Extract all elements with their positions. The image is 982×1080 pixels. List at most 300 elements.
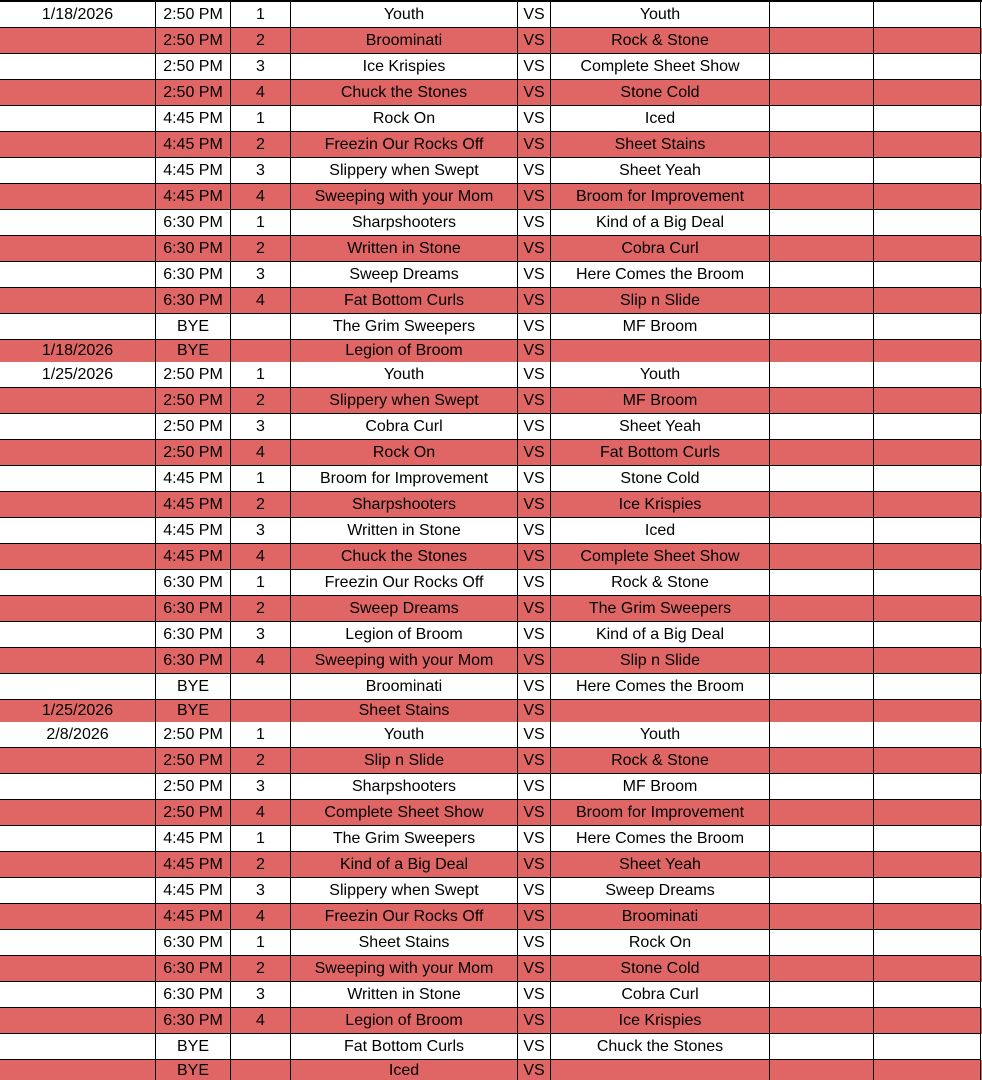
empty-cell[interactable]	[874, 80, 981, 106]
vs-cell[interactable]: VS	[518, 826, 551, 852]
date-cell[interactable]	[0, 982, 156, 1008]
empty-cell[interactable]	[874, 414, 981, 440]
team2-cell[interactable]: Fat Bottom Curls	[551, 440, 770, 466]
team1-cell[interactable]: Rock On	[291, 440, 518, 466]
sheet-number-cell[interactable]: 4	[231, 544, 291, 570]
empty-cell[interactable]	[770, 1060, 874, 1080]
empty-cell[interactable]	[874, 648, 981, 674]
sheet-number-cell[interactable]	[231, 314, 291, 340]
empty-cell[interactable]	[874, 132, 981, 158]
vs-cell[interactable]: VS	[518, 106, 551, 132]
team2-cell[interactable]	[551, 340, 770, 363]
empty-cell[interactable]	[874, 826, 981, 852]
empty-cell[interactable]	[770, 314, 874, 340]
empty-cell[interactable]	[770, 236, 874, 262]
empty-cell[interactable]	[874, 288, 981, 314]
time-cell[interactable]: 2:50 PM	[156, 800, 231, 826]
team1-cell[interactable]: Legion of Broom	[291, 340, 518, 363]
sheet-number-cell[interactable]: 1	[231, 2, 291, 28]
empty-cell[interactable]	[770, 748, 874, 774]
sheet-number-cell[interactable]: 1	[231, 570, 291, 596]
team2-cell[interactable]: Rock On	[551, 930, 770, 956]
empty-cell[interactable]	[874, 748, 981, 774]
time-cell[interactable]: 6:30 PM	[156, 622, 231, 648]
vs-cell[interactable]: VS	[518, 492, 551, 518]
vs-cell[interactable]: VS	[518, 982, 551, 1008]
time-cell[interactable]: 6:30 PM	[156, 930, 231, 956]
empty-cell[interactable]	[770, 544, 874, 570]
empty-cell[interactable]	[874, 210, 981, 236]
vs-cell[interactable]: VS	[518, 518, 551, 544]
sheet-number-cell[interactable]	[231, 340, 291, 363]
vs-cell[interactable]: VS	[518, 852, 551, 878]
team1-cell[interactable]: Youth	[291, 362, 518, 388]
team1-cell[interactable]: Fat Bottom Curls	[291, 288, 518, 314]
date-cell[interactable]	[0, 648, 156, 674]
team1-cell[interactable]: Broominati	[291, 674, 518, 700]
team1-cell[interactable]: Legion of Broom	[291, 622, 518, 648]
team1-cell[interactable]: Slippery when Swept	[291, 158, 518, 184]
empty-cell[interactable]	[770, 106, 874, 132]
time-cell[interactable]: 4:45 PM	[156, 518, 231, 544]
team1-cell[interactable]: Sweeping with your Mom	[291, 184, 518, 210]
empty-cell[interactable]	[874, 492, 981, 518]
team2-cell[interactable]	[551, 1060, 770, 1080]
team1-cell[interactable]: Complete Sheet Show	[291, 800, 518, 826]
vs-cell[interactable]: VS	[518, 878, 551, 904]
team2-cell[interactable]: Slip n Slide	[551, 648, 770, 674]
team1-cell[interactable]: Sweep Dreams	[291, 596, 518, 622]
team2-cell[interactable]: MF Broom	[551, 314, 770, 340]
empty-cell[interactable]	[874, 544, 981, 570]
empty-cell[interactable]	[770, 440, 874, 466]
date-cell[interactable]	[0, 674, 156, 700]
time-cell[interactable]: 6:30 PM	[156, 262, 231, 288]
empty-cell[interactable]	[770, 878, 874, 904]
date-cell[interactable]	[0, 800, 156, 826]
date-cell[interactable]	[0, 622, 156, 648]
time-cell[interactable]: 6:30 PM	[156, 982, 231, 1008]
time-cell[interactable]: 2:50 PM	[156, 722, 231, 748]
vs-cell[interactable]: VS	[518, 2, 551, 28]
date-cell[interactable]	[0, 904, 156, 930]
empty-cell[interactable]	[874, 184, 981, 210]
team2-cell[interactable]: Sheet Yeah	[551, 852, 770, 878]
vs-cell[interactable]: VS	[518, 544, 551, 570]
team2-cell[interactable]: Here Comes the Broom	[551, 826, 770, 852]
sheet-number-cell[interactable]: 4	[231, 1008, 291, 1034]
sheet-number-cell[interactable]: 3	[231, 158, 291, 184]
empty-cell[interactable]	[770, 1008, 874, 1034]
time-cell[interactable]: 2:50 PM	[156, 774, 231, 800]
team1-cell[interactable]: Sharpshooters	[291, 774, 518, 800]
team1-cell[interactable]: Youth	[291, 2, 518, 28]
empty-cell[interactable]	[874, 1008, 981, 1034]
vs-cell[interactable]: VS	[518, 700, 551, 723]
time-cell[interactable]: 6:30 PM	[156, 596, 231, 622]
date-cell[interactable]	[0, 388, 156, 414]
date-cell[interactable]	[0, 774, 156, 800]
vs-cell[interactable]: VS	[518, 466, 551, 492]
team1-cell[interactable]: Fat Bottom Curls	[291, 1034, 518, 1060]
team2-cell[interactable]: Slip n Slide	[551, 288, 770, 314]
empty-cell[interactable]	[770, 262, 874, 288]
time-cell[interactable]: 6:30 PM	[156, 648, 231, 674]
empty-cell[interactable]	[770, 184, 874, 210]
empty-cell[interactable]	[874, 1034, 981, 1060]
empty-cell[interactable]	[770, 800, 874, 826]
team2-cell[interactable]: Sheet Yeah	[551, 158, 770, 184]
empty-cell[interactable]	[874, 440, 981, 466]
time-cell[interactable]: 4:45 PM	[156, 852, 231, 878]
sheet-number-cell[interactable]: 4	[231, 80, 291, 106]
date-cell[interactable]	[0, 54, 156, 80]
date-cell[interactable]	[0, 262, 156, 288]
empty-cell[interactable]	[770, 622, 874, 648]
vs-cell[interactable]: VS	[518, 748, 551, 774]
team2-cell[interactable]: Complete Sheet Show	[551, 544, 770, 570]
empty-cell[interactable]	[874, 956, 981, 982]
team1-cell[interactable]: Chuck the Stones	[291, 80, 518, 106]
date-cell[interactable]	[0, 236, 156, 262]
team1-cell[interactable]: Sharpshooters	[291, 492, 518, 518]
team1-cell[interactable]: Freezin Our Rocks Off	[291, 570, 518, 596]
time-cell[interactable]: 4:45 PM	[156, 826, 231, 852]
vs-cell[interactable]: VS	[518, 622, 551, 648]
date-cell[interactable]	[0, 132, 156, 158]
empty-cell[interactable]	[770, 28, 874, 54]
team2-cell[interactable]: The Grim Sweepers	[551, 596, 770, 622]
team2-cell[interactable]: Youth	[551, 362, 770, 388]
empty-cell[interactable]	[770, 132, 874, 158]
date-cell[interactable]	[0, 492, 156, 518]
date-cell[interactable]	[0, 596, 156, 622]
time-cell[interactable]: 6:30 PM	[156, 1008, 231, 1034]
empty-cell[interactable]	[770, 826, 874, 852]
empty-cell[interactable]	[874, 518, 981, 544]
team1-cell[interactable]: Sheet Stains	[291, 700, 518, 723]
time-cell[interactable]: 6:30 PM	[156, 288, 231, 314]
time-cell[interactable]: 2:50 PM	[156, 80, 231, 106]
team1-cell[interactable]: Sweeping with your Mom	[291, 648, 518, 674]
empty-cell[interactable]	[770, 700, 874, 723]
empty-cell[interactable]	[770, 722, 874, 748]
time-cell[interactable]: 2:50 PM	[156, 362, 231, 388]
empty-cell[interactable]	[770, 518, 874, 544]
vs-cell[interactable]: VS	[518, 930, 551, 956]
team1-cell[interactable]: Sharpshooters	[291, 210, 518, 236]
empty-cell[interactable]	[874, 314, 981, 340]
date-cell[interactable]	[0, 80, 156, 106]
vs-cell[interactable]: VS	[518, 184, 551, 210]
team1-cell[interactable]: Slippery when Swept	[291, 878, 518, 904]
sheet-number-cell[interactable]: 3	[231, 54, 291, 80]
date-cell[interactable]	[0, 878, 156, 904]
sheet-number-cell[interactable]	[231, 1060, 291, 1080]
empty-cell[interactable]	[770, 570, 874, 596]
vs-cell[interactable]: VS	[518, 722, 551, 748]
time-cell[interactable]: 4:45 PM	[156, 184, 231, 210]
sheet-number-cell[interactable]: 1	[231, 362, 291, 388]
team1-cell[interactable]: Broominati	[291, 28, 518, 54]
vs-cell[interactable]: VS	[518, 1008, 551, 1034]
vs-cell[interactable]: VS	[518, 158, 551, 184]
sheet-number-cell[interactable]: 2	[231, 596, 291, 622]
sheet-number-cell[interactable]: 2	[231, 28, 291, 54]
team1-cell[interactable]: Sheet Stains	[291, 930, 518, 956]
sheet-number-cell[interactable]: 2	[231, 388, 291, 414]
vs-cell[interactable]: VS	[518, 956, 551, 982]
empty-cell[interactable]	[770, 288, 874, 314]
vs-cell[interactable]: VS	[518, 1060, 551, 1080]
vs-cell[interactable]: VS	[518, 340, 551, 363]
sheet-number-cell[interactable]: 4	[231, 288, 291, 314]
vs-cell[interactable]: VS	[518, 236, 551, 262]
vs-cell[interactable]: VS	[518, 800, 551, 826]
vs-cell[interactable]: VS	[518, 54, 551, 80]
sheet-number-cell[interactable]: 2	[231, 236, 291, 262]
empty-cell[interactable]	[770, 466, 874, 492]
sheet-number-cell[interactable]: 1	[231, 106, 291, 132]
bye-label-cell[interactable]: BYE	[156, 1060, 231, 1080]
time-cell[interactable]: 2:50 PM	[156, 388, 231, 414]
team2-cell[interactable]: Broom for Improvement	[551, 184, 770, 210]
team2-cell[interactable]: Broom for Improvement	[551, 800, 770, 826]
sheet-number-cell[interactable]	[231, 674, 291, 700]
vs-cell[interactable]: VS	[518, 904, 551, 930]
bye-label-cell[interactable]: BYE	[156, 314, 231, 340]
empty-cell[interactable]	[770, 596, 874, 622]
empty-cell[interactable]	[874, 700, 981, 723]
team2-cell[interactable]: Sheet Yeah	[551, 414, 770, 440]
date-cell[interactable]	[0, 184, 156, 210]
empty-cell[interactable]	[770, 388, 874, 414]
team1-cell[interactable]: Written in Stone	[291, 982, 518, 1008]
team2-cell[interactable]: Rock & Stone	[551, 748, 770, 774]
vs-cell[interactable]: VS	[518, 28, 551, 54]
date-cell[interactable]	[0, 544, 156, 570]
team1-cell[interactable]: Sweeping with your Mom	[291, 956, 518, 982]
vs-cell[interactable]: VS	[518, 1034, 551, 1060]
empty-cell[interactable]	[770, 674, 874, 700]
team1-cell[interactable]: Freezin Our Rocks Off	[291, 132, 518, 158]
sheet-number-cell[interactable]: 4	[231, 648, 291, 674]
sheet-number-cell[interactable]: 3	[231, 774, 291, 800]
team2-cell[interactable]: Stone Cold	[551, 80, 770, 106]
sheet-number-cell[interactable]: 3	[231, 518, 291, 544]
team2-cell[interactable]: MF Broom	[551, 774, 770, 800]
date-cell[interactable]: 2/8/2026	[0, 722, 156, 748]
date-cell[interactable]	[0, 570, 156, 596]
empty-cell[interactable]	[770, 774, 874, 800]
team1-cell[interactable]: Kind of a Big Deal	[291, 852, 518, 878]
empty-cell[interactable]	[874, 158, 981, 184]
sheet-number-cell[interactable]: 1	[231, 930, 291, 956]
date-cell[interactable]	[0, 930, 156, 956]
empty-cell[interactable]	[874, 904, 981, 930]
date-cell[interactable]	[0, 852, 156, 878]
bye-label-cell[interactable]: BYE	[156, 674, 231, 700]
empty-cell[interactable]	[770, 54, 874, 80]
team1-cell[interactable]: Written in Stone	[291, 518, 518, 544]
time-cell[interactable]: 4:45 PM	[156, 544, 231, 570]
date-cell[interactable]: 1/18/2026	[0, 2, 156, 28]
team2-cell[interactable]: Sheet Stains	[551, 132, 770, 158]
empty-cell[interactable]	[770, 930, 874, 956]
team1-cell[interactable]: Cobra Curl	[291, 414, 518, 440]
empty-cell[interactable]	[770, 2, 874, 28]
sheet-number-cell[interactable]: 2	[231, 748, 291, 774]
sheet-number-cell[interactable]: 1	[231, 466, 291, 492]
team2-cell[interactable]: Ice Krispies	[551, 1008, 770, 1034]
empty-cell[interactable]	[874, 28, 981, 54]
empty-cell[interactable]	[874, 852, 981, 878]
sheet-number-cell[interactable]: 4	[231, 440, 291, 466]
team2-cell[interactable]: Ice Krispies	[551, 492, 770, 518]
date-cell[interactable]	[0, 210, 156, 236]
date-cell[interactable]	[0, 28, 156, 54]
date-cell[interactable]	[0, 314, 156, 340]
team2-cell[interactable]: Complete Sheet Show	[551, 54, 770, 80]
empty-cell[interactable]	[874, 722, 981, 748]
empty-cell[interactable]	[770, 492, 874, 518]
sheet-number-cell[interactable]: 2	[231, 852, 291, 878]
time-cell[interactable]: 4:45 PM	[156, 904, 231, 930]
empty-cell[interactable]	[770, 362, 874, 388]
empty-cell[interactable]	[874, 622, 981, 648]
time-cell[interactable]: 2:50 PM	[156, 54, 231, 80]
time-cell[interactable]: 4:45 PM	[156, 466, 231, 492]
team1-cell[interactable]: Slippery when Swept	[291, 388, 518, 414]
date-cell[interactable]	[0, 518, 156, 544]
date-cell[interactable]: 1/25/2026	[0, 362, 156, 388]
empty-cell[interactable]	[874, 54, 981, 80]
empty-cell[interactable]	[874, 466, 981, 492]
sheet-number-cell[interactable]: 3	[231, 982, 291, 1008]
date-cell[interactable]	[0, 826, 156, 852]
date-cell[interactable]: 1/25/2026	[0, 700, 156, 723]
time-cell[interactable]: 6:30 PM	[156, 210, 231, 236]
vs-cell[interactable]: VS	[518, 314, 551, 340]
team1-cell[interactable]: The Grim Sweepers	[291, 826, 518, 852]
empty-cell[interactable]	[874, 930, 981, 956]
sheet-number-cell[interactable]: 4	[231, 800, 291, 826]
team2-cell[interactable]	[551, 700, 770, 723]
empty-cell[interactable]	[770, 414, 874, 440]
vs-cell[interactable]: VS	[518, 80, 551, 106]
sheet-number-cell[interactable]: 4	[231, 184, 291, 210]
empty-cell[interactable]	[770, 648, 874, 674]
sheet-number-cell[interactable]: 1	[231, 826, 291, 852]
team2-cell[interactable]: Youth	[551, 2, 770, 28]
time-cell[interactable]: 4:45 PM	[156, 132, 231, 158]
sheet-number-cell[interactable]: 3	[231, 262, 291, 288]
team2-cell[interactable]: Stone Cold	[551, 466, 770, 492]
team1-cell[interactable]: The Grim Sweepers	[291, 314, 518, 340]
empty-cell[interactable]	[874, 800, 981, 826]
sheet-number-cell[interactable]: 3	[231, 878, 291, 904]
date-cell[interactable]	[0, 106, 156, 132]
empty-cell[interactable]	[874, 596, 981, 622]
date-cell[interactable]	[0, 748, 156, 774]
team1-cell[interactable]: Slip n Slide	[291, 748, 518, 774]
empty-cell[interactable]	[874, 388, 981, 414]
time-cell[interactable]: 4:45 PM	[156, 878, 231, 904]
vs-cell[interactable]: VS	[518, 570, 551, 596]
team1-cell[interactable]: Written in Stone	[291, 236, 518, 262]
empty-cell[interactable]	[874, 236, 981, 262]
empty-cell[interactable]	[874, 2, 981, 28]
team2-cell[interactable]: Iced	[551, 106, 770, 132]
team2-cell[interactable]: Sweep Dreams	[551, 878, 770, 904]
date-cell[interactable]	[0, 440, 156, 466]
empty-cell[interactable]	[770, 956, 874, 982]
empty-cell[interactable]	[770, 158, 874, 184]
date-cell[interactable]: 1/18/2026	[0, 340, 156, 363]
team2-cell[interactable]: MF Broom	[551, 388, 770, 414]
team1-cell[interactable]: Youth	[291, 722, 518, 748]
team2-cell[interactable]: Broominati	[551, 904, 770, 930]
team2-cell[interactable]: Youth	[551, 722, 770, 748]
empty-cell[interactable]	[874, 774, 981, 800]
team1-cell[interactable]: Freezin Our Rocks Off	[291, 904, 518, 930]
empty-cell[interactable]	[874, 340, 981, 363]
vs-cell[interactable]: VS	[518, 132, 551, 158]
empty-cell[interactable]	[874, 362, 981, 388]
date-cell[interactable]	[0, 158, 156, 184]
empty-cell[interactable]	[770, 210, 874, 236]
vs-cell[interactable]: VS	[518, 262, 551, 288]
empty-cell[interactable]	[874, 878, 981, 904]
sheet-number-cell[interactable]: 2	[231, 492, 291, 518]
vs-cell[interactable]: VS	[518, 774, 551, 800]
sheet-number-cell[interactable]: 2	[231, 956, 291, 982]
team1-cell[interactable]: Broom for Improvement	[291, 466, 518, 492]
time-cell[interactable]: 4:45 PM	[156, 106, 231, 132]
date-cell[interactable]	[0, 1060, 156, 1080]
date-cell[interactable]	[0, 466, 156, 492]
team1-cell[interactable]: Sweep Dreams	[291, 262, 518, 288]
sheet-number-cell[interactable]: 3	[231, 622, 291, 648]
time-cell[interactable]: 2:50 PM	[156, 440, 231, 466]
empty-cell[interactable]	[874, 1060, 981, 1080]
team1-cell[interactable]: Iced	[291, 1060, 518, 1080]
vs-cell[interactable]: VS	[518, 388, 551, 414]
date-cell[interactable]	[0, 414, 156, 440]
date-cell[interactable]	[0, 1034, 156, 1060]
sheet-number-cell[interactable]: 3	[231, 414, 291, 440]
sheet-number-cell[interactable]: 1	[231, 210, 291, 236]
team2-cell[interactable]: Here Comes the Broom	[551, 262, 770, 288]
sheet-number-cell[interactable]	[231, 1034, 291, 1060]
time-cell[interactable]: 2:50 PM	[156, 28, 231, 54]
time-cell[interactable]: 2:50 PM	[156, 2, 231, 28]
team2-cell[interactable]: Kind of a Big Deal	[551, 622, 770, 648]
team1-cell[interactable]: Ice Krispies	[291, 54, 518, 80]
date-cell[interactable]	[0, 288, 156, 314]
empty-cell[interactable]	[770, 904, 874, 930]
bye-label-cell[interactable]: BYE	[156, 700, 231, 723]
sheet-number-cell[interactable]: 4	[231, 904, 291, 930]
empty-cell[interactable]	[770, 340, 874, 363]
team1-cell[interactable]: Chuck the Stones	[291, 544, 518, 570]
time-cell[interactable]: 6:30 PM	[156, 956, 231, 982]
vs-cell[interactable]: VS	[518, 288, 551, 314]
time-cell[interactable]: 4:45 PM	[156, 492, 231, 518]
team2-cell[interactable]: Chuck the Stones	[551, 1034, 770, 1060]
team1-cell[interactable]: Rock On	[291, 106, 518, 132]
time-cell[interactable]: 6:30 PM	[156, 236, 231, 262]
